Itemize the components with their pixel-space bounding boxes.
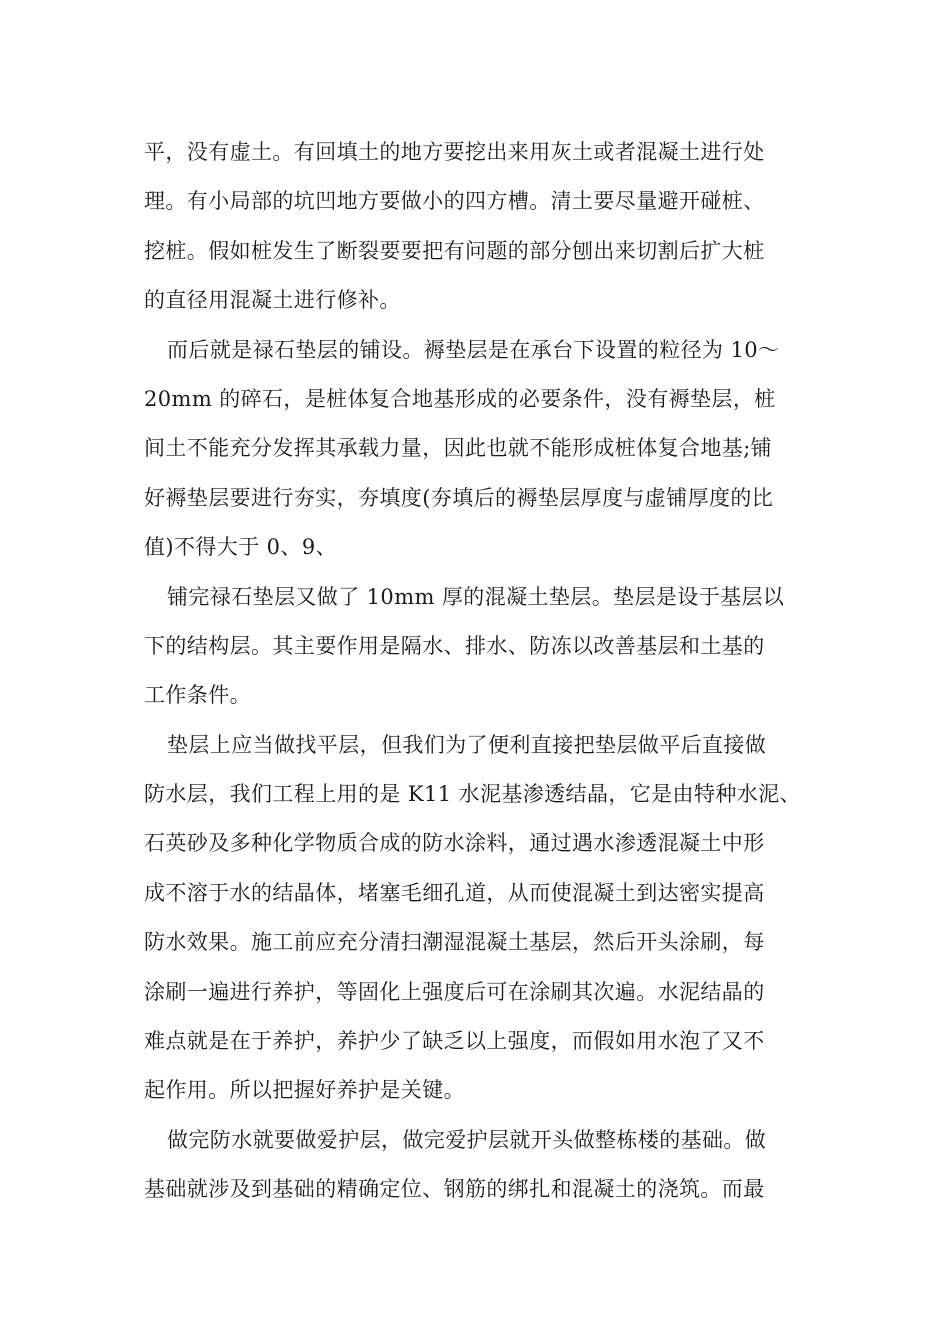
text-line: 平，没有虚土。有回填土的地方要挖出来用灰土或者混凝土进行处: [144, 140, 765, 164]
paragraph-4: [144, 721, 824, 1116]
text-line: 好褥垫层要进行夯实，夯填度(夯填后的褥垫层厚度与虚铺厚度的比: [144, 485, 774, 510]
text-line: 难点就是在于养护，养护少了缺乏以上强度，而假如用水泡了又不: [144, 1029, 765, 1054]
text-line: 挖桩。假如桩发生了断裂要要把有问题的部分刨出来切割后扩大桩: [144, 238, 765, 263]
text-line: 间土不能充分发挥其承载力量，因此也就不能形成桩体复合地基;铺: [144, 436, 773, 461]
text-line: 防水层，我们工程上用的是 K11 水泥基渗透结晶，它是由特种水泥、: [144, 782, 801, 807]
text-line: 石英砂及多种化学物质合成的防水涂料，通过遇水渗透混凝土中形: [144, 831, 765, 856]
text-line: 铺完禄石垫层又做了 10mm 厚的混凝土垫层。垫层是设于基层以: [167, 584, 785, 609]
text-line: 下的结构层。其主要作用是隔水、排水、防冻以改善基层和土基的: [144, 633, 765, 658]
text-line: 涂刷一遍进行养护，等固化上强度后可在涂刷其次遍。水泥结晶的: [144, 979, 765, 1004]
text-line: 值)不得大于 0、9、: [144, 535, 337, 560]
text-line: 成不溶于水的结晶体，堵塞毛细孔道，从而使混凝土到达密实提高: [144, 880, 765, 905]
paragraph-5: [144, 1116, 824, 1215]
document-body: [144, 128, 824, 1215]
paragraph-1: [144, 128, 824, 326]
text-line: 理。有小局部的坑凹地方要做小的四方槽。清土要尽量避开碰桩、: [144, 189, 765, 214]
text-line: 的直径用混凝土进行修补。: [144, 288, 401, 313]
text-line: 20mm 的碎石，是桩体复合地基形成的必要条件，没有褥垫层，桩: [144, 386, 776, 411]
text-line: 防水效果。施工前应充分清扫潮湿混凝土基层，然后开头涂刷，每: [144, 930, 765, 955]
paragraph-3: [144, 573, 824, 721]
text-line: 而后就是禄石垫层的铺设。褥垫层是在承台下设置的粒径为 10～: [167, 337, 780, 362]
text-line: 起作用。所以把握好养护是关键。: [144, 1078, 465, 1103]
text-line: 工作条件。: [144, 683, 251, 708]
paragraph-2: [144, 326, 824, 573]
text-line: 做完防水就要做爱护层，做完爱护层就开头做整栋楼的基础。做: [167, 1127, 767, 1152]
text-line: 基础就涉及到基础的精确定位、钢筋的绑扎和混凝土的浇筑。而最: [144, 1177, 765, 1202]
text-line: 垫层上应当做找平层，但我们为了便利直接把垫层做平后直接做: [167, 732, 767, 757]
